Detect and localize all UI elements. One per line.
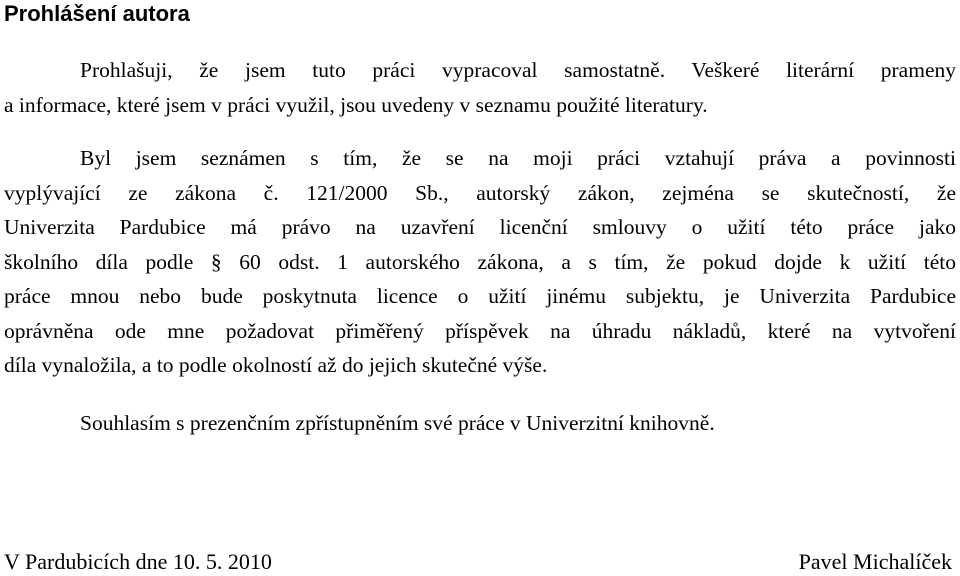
paragraph-declaration <box>4 53 956 122</box>
text-line: Univerzita Pardubice má právo na uzavření licenční smlouvy o užití této práce jako <box>4 215 956 239</box>
text-line: díla vynaložila, a to podle okolností až do jejich skutečné výše. <box>4 353 548 377</box>
place-date: V Pardubicích dne 10. 5. 2010 <box>4 549 272 574</box>
text-line: oprávněna ode mne požadovat přiměřený příspěvek na úhradu nákladů, které na vytvoření <box>4 318 956 343</box>
paragraph-consent <box>4 406 956 441</box>
text-line: Prohlašuji, že jsem tuto práci vypracoval samostatně. Veškeré literární prameny <box>80 58 956 82</box>
paragraph-copyright <box>4 141 956 383</box>
author-name: Pavel Michalíček <box>798 549 952 574</box>
text-line: Souhlasím s prezenčním zpřístupněním své práce v Univerzitní knihovně. <box>80 411 715 435</box>
text-line: a informace, které jsem v práci využil, jsou uvedeny v seznamu použité literatury. <box>4 92 708 117</box>
text-line: vyplývající ze zákona č. 121/2000 Sb., autorský zákon, zejména se skutečností, že <box>4 180 956 205</box>
page-title: Prohlášení autora <box>4 1 190 26</box>
text-line: Byl jsem seznámen s tím, že se na moji práci vztahují práva a povinnosti <box>80 146 956 170</box>
text-line: práce mnou nebo bude poskytnuta licence o užití jinému subjektu, je Univerzita Pardubice <box>4 284 956 308</box>
text-line: školního díla podle § 60 odst. 1 autorského zákona, a s tím, že pokud dojde k užití této <box>4 249 956 274</box>
